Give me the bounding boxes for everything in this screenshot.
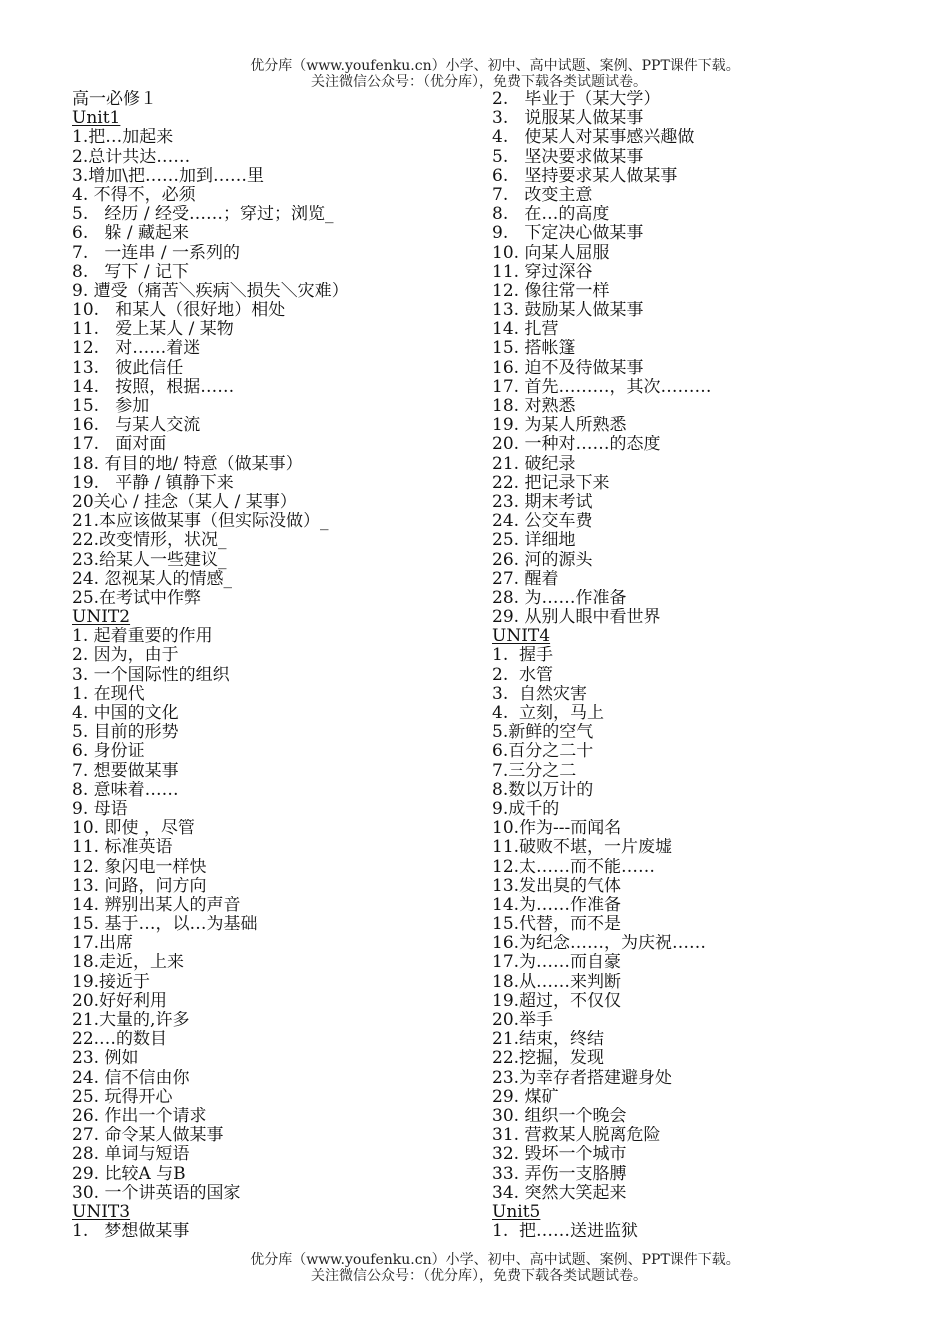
phrase-item: 28. 单词与短语 [72, 1145, 190, 1165]
phrase-item: 9. 下定决心做某事 [492, 224, 644, 244]
phrase-item: 22.…的数目 [72, 1030, 168, 1050]
phrase-item: 23. 期末考试 [492, 492, 593, 512]
phrase-item: 5. 目前的形势 [72, 723, 179, 743]
phrase-item: 29. 比较A 与B [72, 1164, 186, 1184]
phrase-item: 34. 突然大笑起来 [492, 1183, 627, 1203]
phrase-item: 4. 使某人对某事感兴趣做 [492, 128, 695, 148]
page-footer [0, 1252, 950, 1284]
phrase-item: 18.从……来判断 [492, 972, 622, 992]
phrase-item: 1. 把……送进监狱 [492, 1222, 639, 1242]
phrase-item: 2. 毕业于（某大学） [492, 90, 661, 109]
phrase-item: 6. 躲 / 藏起来 [72, 224, 189, 244]
phrase-item: 15.代替，而不是 [492, 915, 622, 935]
phrase-item: 7. 一连串 / 一系列的 [72, 243, 240, 263]
phrase-item: 7. 改变主意 [492, 185, 593, 205]
phrase-item: 24. 信不信由你 [72, 1068, 190, 1088]
phrase-item: 13. 彼此信任 [72, 358, 184, 378]
header-line-1: 优分库（www.youfenku.cn）小学、初中、高中试题、案例、PPT课件下载。 [250, 58, 740, 74]
unit-heading: UNIT3 [72, 1202, 131, 1222]
phrase-item: 15. 参加 [72, 397, 150, 416]
phrase-item: 23. 例如 [72, 1049, 139, 1069]
phrase-item: 10. 即使 ，尽管 [72, 819, 195, 839]
phrase-item: 1. 梦想做某事 [72, 1222, 190, 1242]
phrase-item: 12. 象闪电一样快 [72, 857, 207, 877]
phrase-item: 29. 煤矿 [492, 1087, 559, 1107]
phrase-item: 22.改变情形，状况_ [72, 531, 227, 551]
footer-line-2: 关注微信公众号：（优分库），免费下载各类试题试卷。 [311, 1268, 647, 1284]
phrase-item: 10. 向某人屈服 [492, 243, 610, 263]
phrase-item: 14.为……作准备 [492, 895, 622, 915]
phrase-item: 12. 对……着迷 [72, 339, 201, 359]
phrase-item: 21.大量的,许多 [72, 1011, 190, 1030]
phrase-item: 14. 辨别出某人的声音 [72, 895, 241, 915]
phrase-item: 25. 玩得开心 [72, 1087, 173, 1107]
unit-heading: Unit1 [72, 109, 121, 129]
phrase-item: 19. 平静 / 镇静下来 [72, 473, 234, 493]
phrase-item: 11.破败不堪，一片废墟 [492, 838, 673, 858]
phrase-item: 13. 问路，问方向 [72, 876, 207, 896]
phrase-item: 2. 水管 [492, 665, 554, 685]
phrase-item: 21.本应该做某事（但实际没做）_ [72, 512, 329, 532]
phrase-item: 2. 因为，由于 [72, 646, 179, 666]
phrase-item: 25. 详细地 [492, 531, 576, 551]
phrase-item: 16.为纪念……，为庆祝…… [492, 934, 707, 954]
phrase-item: 18.走近，上来 [72, 953, 185, 973]
phrase-item: 17.出席 [72, 934, 134, 954]
phrase-item: 17.为……而自豪 [492, 953, 622, 973]
phrase-item: 21. 破纪录 [492, 454, 576, 474]
phrase-item: 9. 母语 [72, 799, 128, 819]
phrase-item: 23.给某人一些建议_ [72, 550, 227, 570]
phrase-item: 3.增加\把……加到……里 [72, 166, 264, 186]
unit-heading: UNIT4 [492, 627, 551, 647]
phrase-item: 26. 作出一个请求 [72, 1106, 207, 1126]
phrase-item: 12. 像往常一样 [492, 281, 610, 301]
phrase-item: 6. 身份证 [72, 742, 145, 762]
footer-line-1: 优分库（www.youfenku.cn）小学、初中、高中试题、案例、PPT课件下载。 [250, 1252, 740, 1268]
phrase-item: 10. 和某人（很好地）相处 [72, 301, 286, 321]
phrase-item: 4. 中国的文化 [72, 704, 179, 723]
phrase-item: 17. 首先………，其次……… [492, 377, 712, 397]
phrase-item: 16. 与某人交流 [72, 416, 201, 436]
header-line-2: 关注微信公众号：（优分库），免费下载各类试题试卷。 [311, 74, 647, 90]
phrase-item: 25.在考试中作弊 [72, 588, 202, 608]
phrase-item: 5.新鲜的空气 [492, 723, 594, 743]
phrase-item: 9.成千的 [492, 799, 560, 819]
unit-heading: Unit5 [492, 1202, 541, 1222]
phrase-item: 7.三分之二 [492, 761, 577, 781]
phrase-item: 20关心 / 挂念（某人 / 某事） [72, 492, 297, 512]
phrase-item: 2.总计共达…… [72, 147, 191, 167]
phrase-item: 11. 爱上某人 / 某物 [72, 320, 234, 340]
phrase-item: 27. 醒着 [492, 569, 559, 589]
phrase-item: 1. 起着重要的作用 [72, 627, 213, 647]
phrase-item: 14. 扎营 [492, 320, 559, 340]
phrase-item: 22.挖掘，发现 [492, 1049, 605, 1069]
phrase-item: 33. 弄伤一支胳膊 [492, 1164, 627, 1184]
phrase-item: 3. 一个国际性的组织 [72, 665, 230, 685]
phrase-item: 6.百分之二十 [492, 742, 594, 762]
phrase-item: 24. 忽视某人的情感_ [72, 569, 232, 589]
phrase-item: 28. 为……作准备 [492, 588, 627, 608]
phrase-item: 3. 说服某人做某事 [492, 109, 644, 129]
phrase-item: 29. 从别人眼中看世界 [492, 608, 661, 628]
phrase-item: 31. 营救某人脱离危险 [492, 1126, 661, 1146]
phrase-item: 19. 为某人所熟悉 [492, 416, 627, 436]
left-column [72, 90, 482, 1241]
phrase-item: 16. 迫不及待做某事 [492, 358, 644, 378]
phrase-item: 4. 立刻，马上 [492, 704, 605, 723]
phrase-item: 32. 毁坏一个城市 [492, 1145, 627, 1165]
phrase-item: 1. 握手 [492, 646, 554, 666]
phrase-item: 8.数以万计的 [492, 780, 594, 800]
right-column [492, 90, 912, 1241]
phrase-item: 8. 写下 / 记下 [72, 262, 189, 282]
unit-heading: UNIT2 [72, 608, 131, 628]
phrase-item: 6. 坚持要求某人做某事 [492, 166, 678, 186]
phrase-item: 11. 穿过深谷 [492, 262, 593, 282]
phrase-item: 24. 公交车费 [492, 512, 593, 532]
phrase-item: 21.结束，终结 [492, 1030, 605, 1050]
phrase-item: 4. 不得不，必须 [72, 185, 196, 205]
phrase-item: 14. 按照，根据…… [72, 377, 235, 397]
phrase-item: 8. 意味着…… [72, 780, 179, 800]
phrase-item: 5. 坚决要求做某事 [492, 147, 644, 167]
phrase-item: 1.把…加起来 [72, 128, 174, 148]
phrase-item: 19.超过，不仅仅 [492, 991, 622, 1011]
phrase-item: 12.太……而不能…… [492, 857, 656, 877]
phrase-item: 20.举手 [492, 1011, 554, 1030]
phrase-item: 20. 一种对……的态度 [492, 435, 661, 455]
phrase-item: 20.好好利用 [72, 991, 168, 1011]
phrase-item: 17. 面对面 [72, 435, 167, 455]
phrase-item: 15. 基于…，以…为基础 [72, 915, 258, 935]
phrase-item: 13.发出臭的气体 [492, 876, 622, 896]
phrase-item: 9. 遭受（痛苦＼疾病＼损失＼灾难） [72, 281, 349, 301]
phrase-item: 18. 对熟悉 [492, 397, 576, 416]
phrase-item: 10.作为---而闻名 [492, 819, 622, 839]
phrase-item: 26. 河的源头 [492, 550, 593, 570]
phrase-item: 30. 组织一个晚会 [492, 1106, 627, 1126]
phrase-item: 22. 把记录下来 [492, 473, 610, 493]
phrase-item: 27. 命令某人做某事 [72, 1126, 224, 1146]
phrase-item: 18. 有目的地/ 特意（做某事） [72, 454, 303, 474]
phrase-item: 1. 在现代 [72, 684, 145, 704]
phrase-item: 3. 自然灾害 [492, 684, 588, 704]
phrase-item: 13. 鼓励某人做某事 [492, 301, 644, 321]
phrase-item: 11. 标准英语 [72, 838, 173, 858]
phrase-item: 19.接近于 [72, 972, 151, 992]
page-header [0, 58, 950, 90]
phrase-item: 5. 经历 / 经受……；穿过；浏览_ [72, 205, 334, 225]
phrase-item: 30. 一个讲英语的国家 [72, 1183, 241, 1203]
phrase-item: 15. 搭帐篷 [492, 339, 576, 359]
phrase-item: 7. 想要做某事 [72, 761, 179, 781]
document-title: 高一必修１ [72, 90, 157, 109]
phrase-item: 23.为幸存者搭建避身处 [492, 1068, 673, 1088]
phrase-item: 8. 在…的高度 [492, 205, 610, 225]
